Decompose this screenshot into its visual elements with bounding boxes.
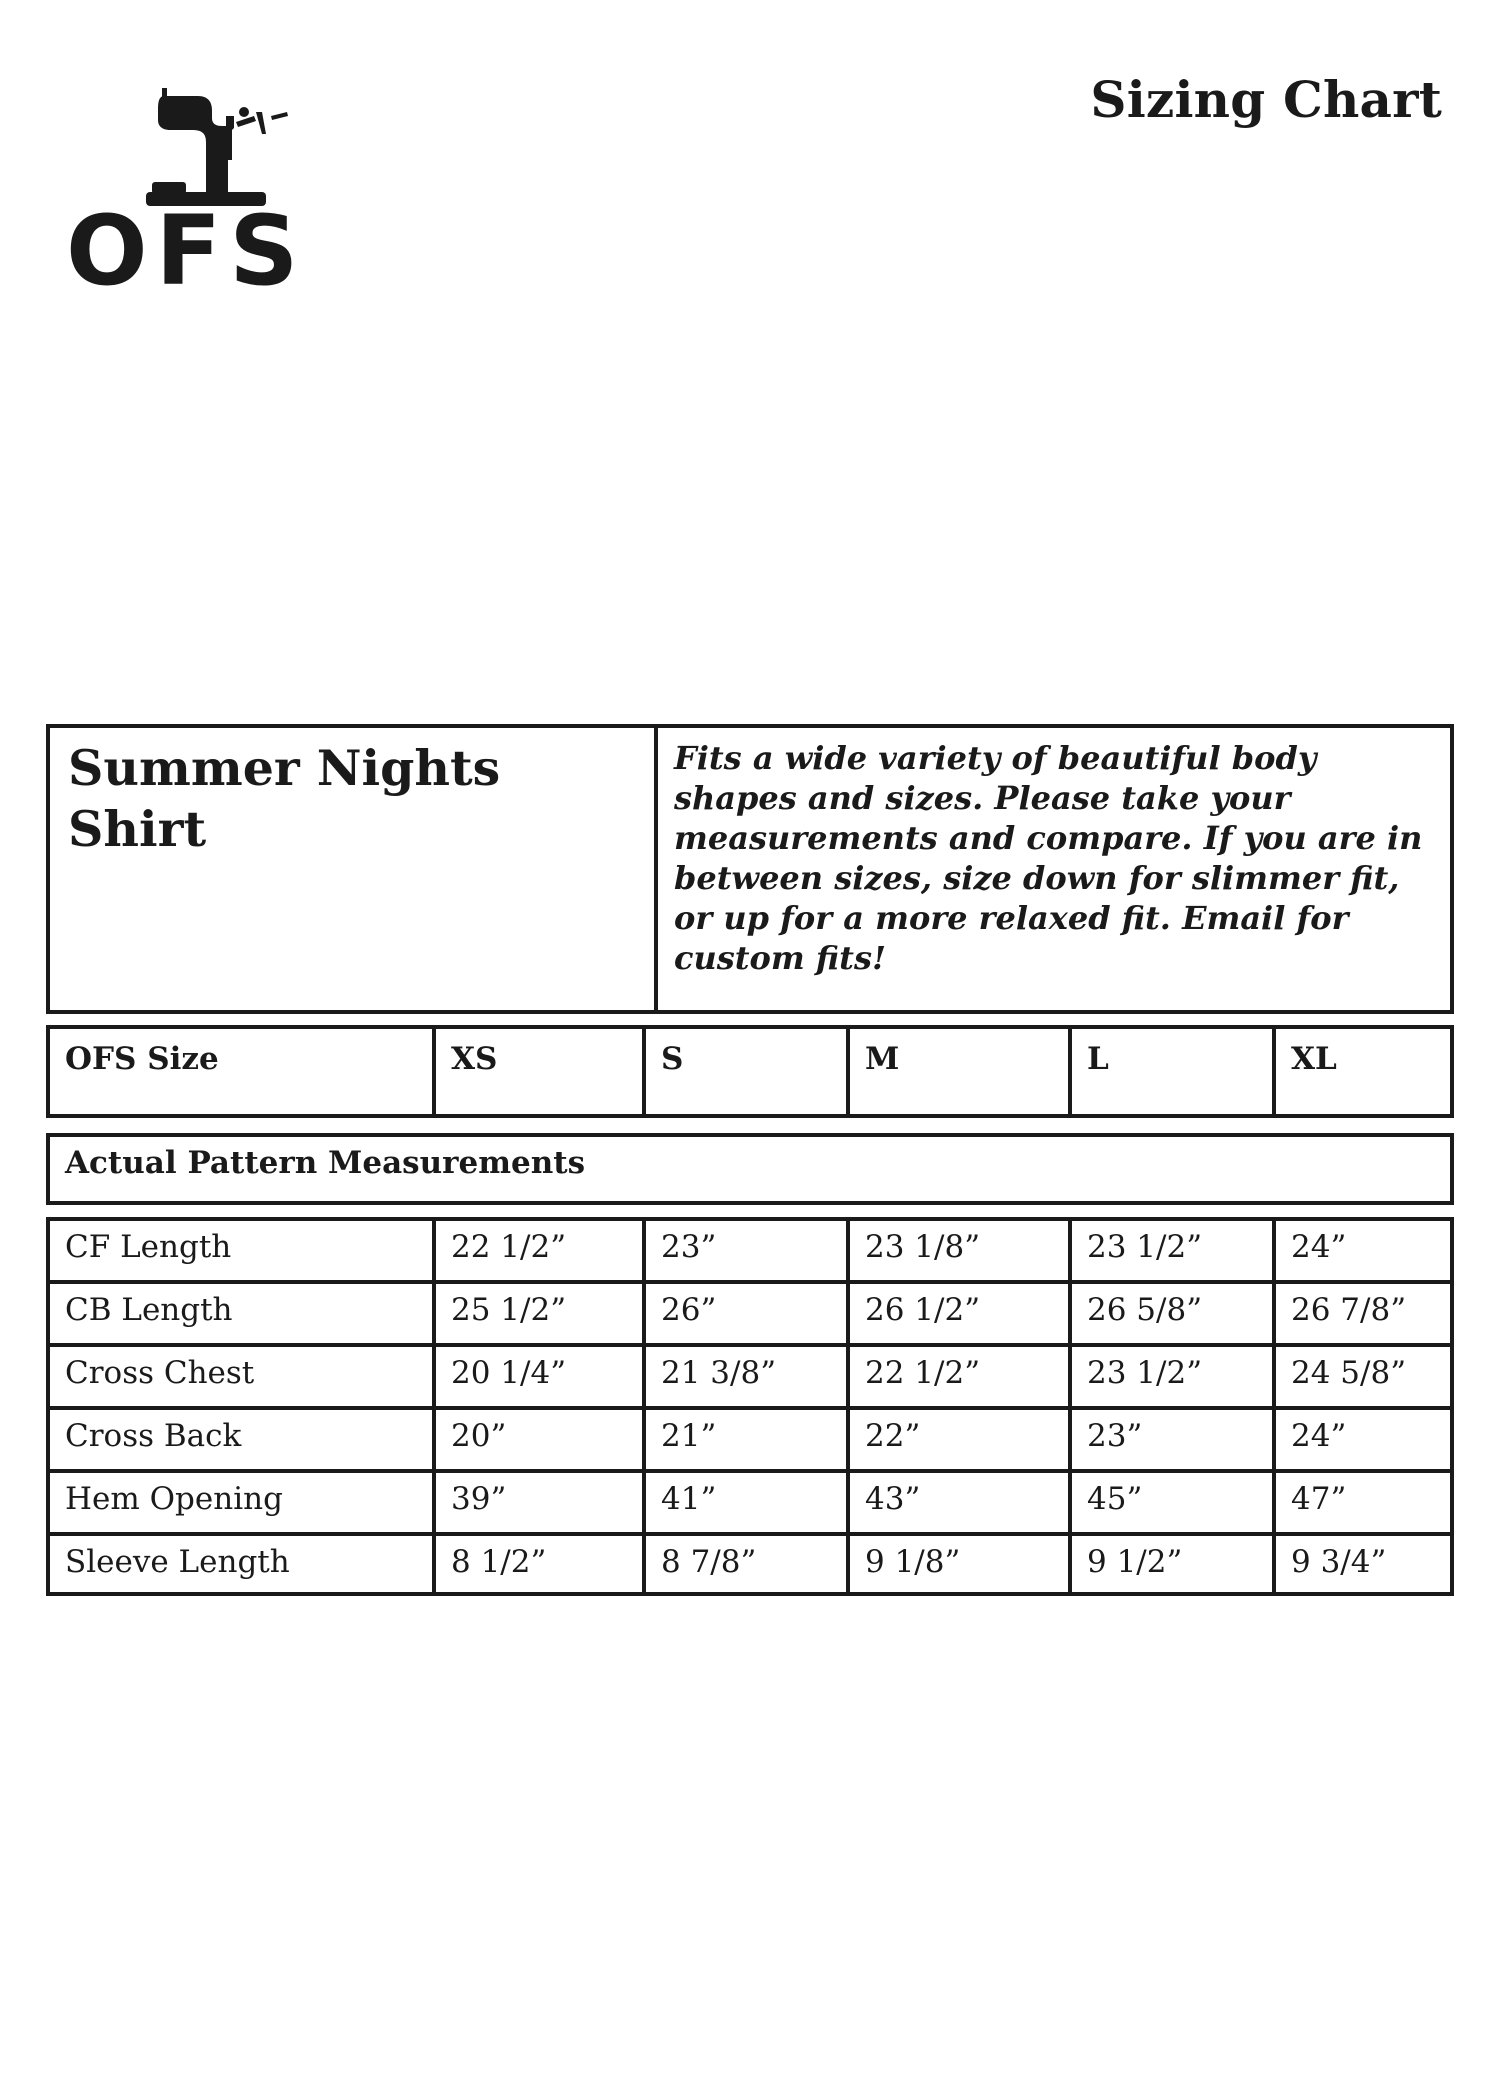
table-row (50, 1473, 1450, 1536)
measurement-value: 45” (1072, 1473, 1276, 1532)
size-header-s: S (646, 1029, 850, 1114)
size-header-label: OFS Size (50, 1029, 436, 1114)
measurement-value: 22” (850, 1410, 1072, 1469)
measurement-name: Cross Chest (50, 1347, 436, 1406)
measurement-name: Cross Back (50, 1410, 436, 1469)
garment-name-cell (50, 728, 658, 1010)
table-row (50, 1284, 1450, 1347)
measurement-value: 8 7/8” (646, 1536, 850, 1595)
measurement-value: 26 5/8” (1072, 1284, 1276, 1343)
measurement-value: 23 1/2” (1072, 1347, 1276, 1406)
measurement-name: CB Length (50, 1284, 436, 1343)
brand-logo-text: OFS (66, 195, 307, 292)
size-header-xl: XL (1291, 1041, 1337, 1077)
measurement-value: 8 1/2” (436, 1536, 646, 1595)
measurement-value: 41” (646, 1473, 850, 1532)
measurement-value: 22 1/2” (436, 1221, 646, 1280)
measurement-name: CF Length (50, 1221, 436, 1280)
measurement-value: 26” (646, 1284, 850, 1343)
garment-header (46, 724, 1454, 1014)
size-header-l: L (1072, 1029, 1276, 1114)
measurement-value: 23 1/2” (1072, 1221, 1276, 1280)
table-row (50, 1536, 1450, 1595)
measurement-value: 21” (646, 1410, 850, 1469)
measurement-value: 24” (1291, 1229, 1347, 1265)
measurement-value: 26 1/2” (850, 1284, 1072, 1343)
measurement-value: 9 3/4” (1291, 1544, 1387, 1580)
size-header-xs: XS (436, 1029, 646, 1114)
size-header-table (46, 1025, 1454, 1118)
sewing-machine-icon (66, 82, 356, 292)
page-title: Sizing Chart (1090, 70, 1442, 129)
measurement-value: 23” (646, 1221, 850, 1280)
table-row (50, 1221, 1450, 1284)
measurement-value: 25 1/2” (436, 1284, 646, 1343)
measurement-value: 26 7/8” (1291, 1292, 1407, 1328)
measurement-value: 47” (1291, 1481, 1347, 1517)
measurement-value: 21 3/8” (646, 1347, 850, 1406)
measurement-value: 24 5/8” (1291, 1355, 1407, 1391)
measurement-value: 20” (436, 1410, 646, 1469)
table-row (50, 1347, 1450, 1410)
measurement-value: 20 1/4” (436, 1347, 646, 1406)
measurement-value: 23” (1072, 1410, 1276, 1469)
measurement-value: 23 1/8” (850, 1221, 1072, 1280)
measurement-value: 22 1/2” (850, 1347, 1072, 1406)
measurement-value: 9 1/2” (1072, 1536, 1276, 1595)
measurements-table (46, 1217, 1454, 1596)
table-row (50, 1410, 1450, 1473)
size-header-m: M (850, 1029, 1072, 1114)
measurement-value: 24” (1291, 1418, 1347, 1454)
garment-name: Summer Nights Shirt (68, 739, 501, 859)
measurement-name: Hem Opening (50, 1473, 436, 1532)
measurement-value: 39” (436, 1473, 646, 1532)
measurement-value: 9 1/8” (850, 1536, 1072, 1595)
brand-logo (66, 82, 356, 292)
section-title: Actual Pattern Measurements (46, 1133, 1454, 1205)
measurement-name: Sleeve Length (50, 1536, 436, 1595)
measurement-value: 43” (850, 1473, 1072, 1532)
fit-note: Fits a wide variety of beautiful body shapes and sizes. Please take your measurements and compare. If you are in between sizes, size down for slimmer fit, or up for a more relaxed fit. Email for custom fits! (674, 739, 1423, 977)
